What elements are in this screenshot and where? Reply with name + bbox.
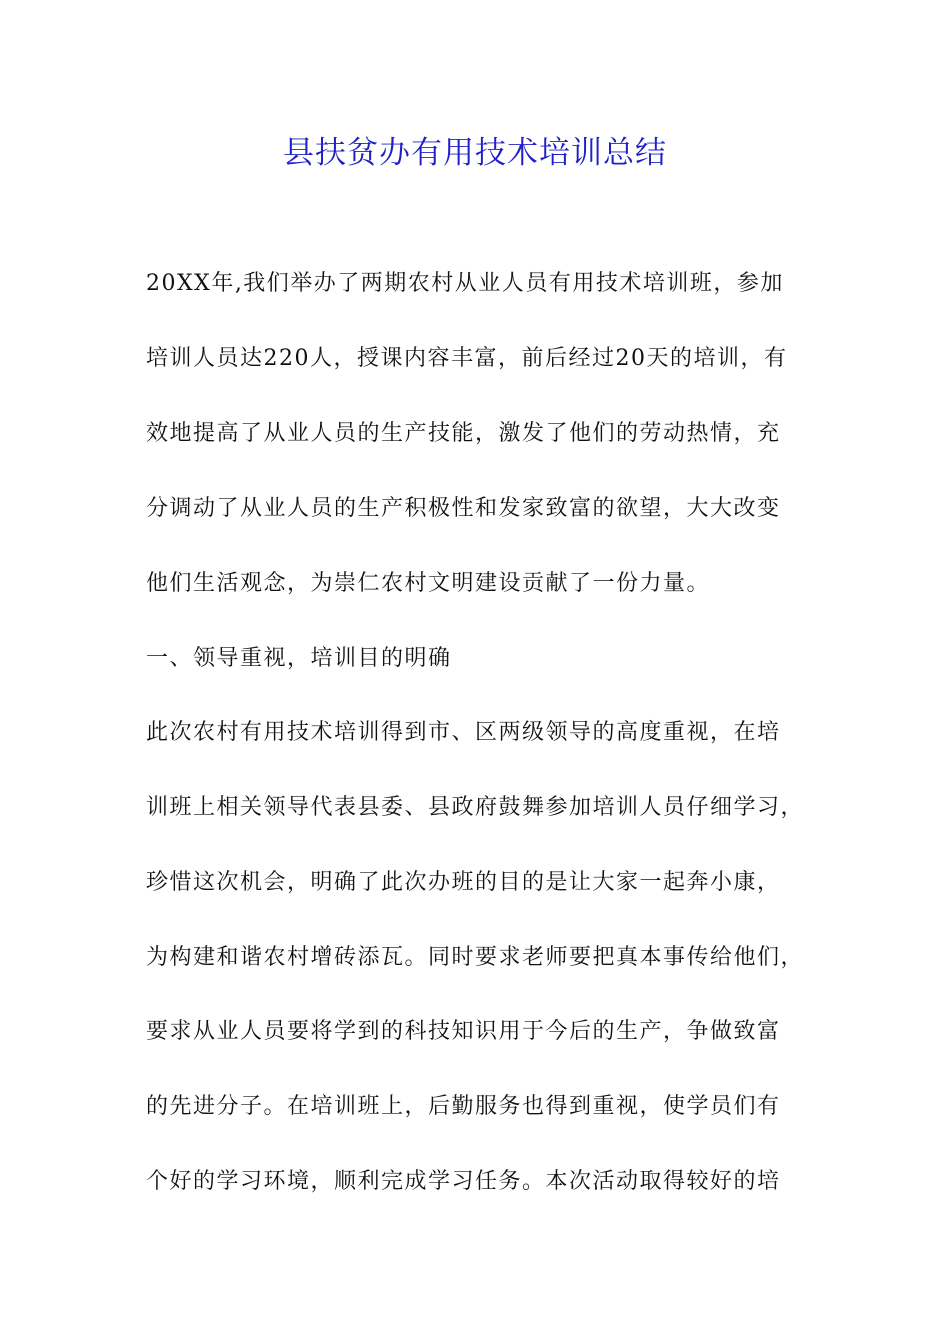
paragraph-2-line-1: 此次农村有用技术培训得到市、区两级领导的高度重视，在培 [146, 720, 781, 745]
paragraph-1-line-5: 他们生活观念，为崇仁农村文明建设贡献了一份力量。 [146, 571, 711, 596]
section-heading-1: 一、领导重视，培训目的明确 [146, 646, 452, 671]
paragraph-1-line-4: 分调动了从业人员的生产积极性和发家致富的欲望，大大改变 [146, 496, 781, 521]
paragraph-1-line-1: 20XX年,我们举办了两期农村从业人员有用技术培训班，参加 [146, 271, 784, 296]
paragraph-2-line-3: 珍惜这次机会，明确了此次办班的目的是让大家一起奔小康， [146, 870, 781, 895]
paragraph-1-line-2: 培训人员达220人，授课内容丰富，前后经过20天的培训，有 [146, 346, 788, 371]
paragraph-2-line-4: 为构建和谐农村增砖添瓦。同时要求老师要把真本事传给他们， [146, 945, 805, 970]
paragraph-2-line-2: 训班上相关领导代表县委、县政府鼓舞参加培训人员仔细学习， [146, 795, 805, 820]
paragraph-1-line-3: 效地提高了从业人员的生产技能，激发了他们的劳动热情，充 [146, 421, 781, 446]
paragraph-2-line-6: 的先进分子。在培训班上，后勤服务也得到重视，使学员们有 [146, 1094, 781, 1119]
document-title: 县扶贫办有用技术培训总结 [283, 135, 667, 171]
paragraph-2-line-7: 个好的学习环境，顺利完成学习任务。本次活动取得较好的培 [146, 1169, 781, 1194]
paragraph-2-line-5: 要求从业人员要将学到的科技知识用于今后的生产，争做致富 [146, 1019, 781, 1044]
